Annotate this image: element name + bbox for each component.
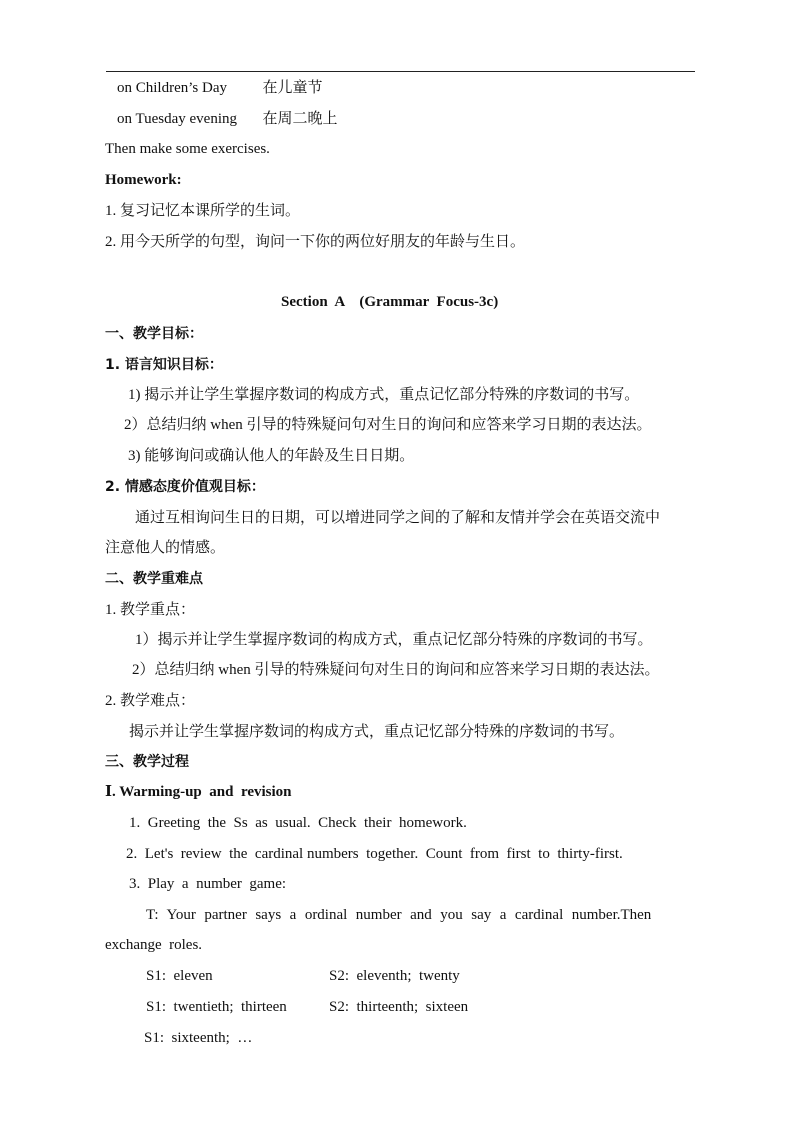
phrase-row [117,109,338,129]
knowledge-item: 2）总结归纳 when 引导的特殊疑问句对生日的询问和应答来学习日期的表达法。 [124,417,652,433]
goals-heading: 一、教学目标： [105,326,203,342]
phrase-chinese: 在儿童节 [262,80,323,96]
focus-item: 1）揭示并让学生掌握序数词的构成方式，重点记忆部分特殊的序数词的书写。 [135,632,653,648]
difficulty-label: 2. 教学难点： [105,693,196,709]
phrase-chinese: 在周二晚上 [262,111,338,127]
knowledge-item: 3) 能够询问或确认他人的年龄及生日日期。 [128,448,415,464]
key-points-heading: 二、教学重难点 [105,571,203,587]
homework-title: Homework: [105,172,182,188]
dialogue-s1: S1: twentieth; thirteen [146,999,287,1015]
phrase-row [117,78,323,98]
process-heading: 三、教学过程 [105,754,189,770]
step-item: 1. Greeting the Ss as usual. Check their homework. [129,815,467,831]
homework-item: 1. 复习记忆本课所学的生词。 [105,203,301,219]
section-title: Section A (Grammar Focus-3c) [281,294,499,310]
homework-item: 2. 用今天所学的句型，询问一下你的两位好朋友的年龄与生日。 [105,234,526,250]
exercise-line: Then make some exercises. [105,141,270,157]
step-item: 2. Let's review the cardinal numbers together. Count from first to thirty-first. [126,846,623,862]
emotion-text: 通过互相询问生日的日期，可以增进同学之间的了解和友情并学会在英语交流中 [135,510,661,526]
focus-label: 1. 教学重点： [105,602,196,618]
phrase-english: on Children’s Day [117,80,227,96]
emotion-text: 注意他人的情感。 [105,540,226,556]
game-text: exchange roles. [105,937,203,953]
knowledge-item: 1) 揭示并让学生掌握序数词的构成方式，重点记忆部分特殊的序数词的书写。 [128,387,640,403]
step-item: 3. Play a number game: [129,876,287,892]
difficulty-text: 揭示并让学生掌握序数词的构成方式，重点记忆部分特殊的序数词的书写。 [129,724,625,740]
step-title: Ⅰ. Warming-up and revision [105,784,292,800]
dialogue-s2: S2: thirteenth; sixteen [329,999,469,1015]
game-text: T: Your partner says a ordinal number and you say a cardinal number.Then [146,907,652,923]
emotion-heading: 2. 情感态度价值观目标： [105,479,265,495]
dialogue-s1: S1: eleven [146,968,213,984]
dialogue-s1: S1: sixteenth; … [144,1030,253,1046]
dialogue-s2: S2: eleventh; twenty [329,968,460,984]
header-rule [106,71,695,72]
knowledge-heading: 1. 语言知识目标： [105,357,223,373]
focus-item: 2）总结归纳 when 引导的特殊疑问句对生日的询问和应答来学习日期的表达法。 [132,662,660,678]
phrase-english: on Tuesday evening [117,111,237,127]
